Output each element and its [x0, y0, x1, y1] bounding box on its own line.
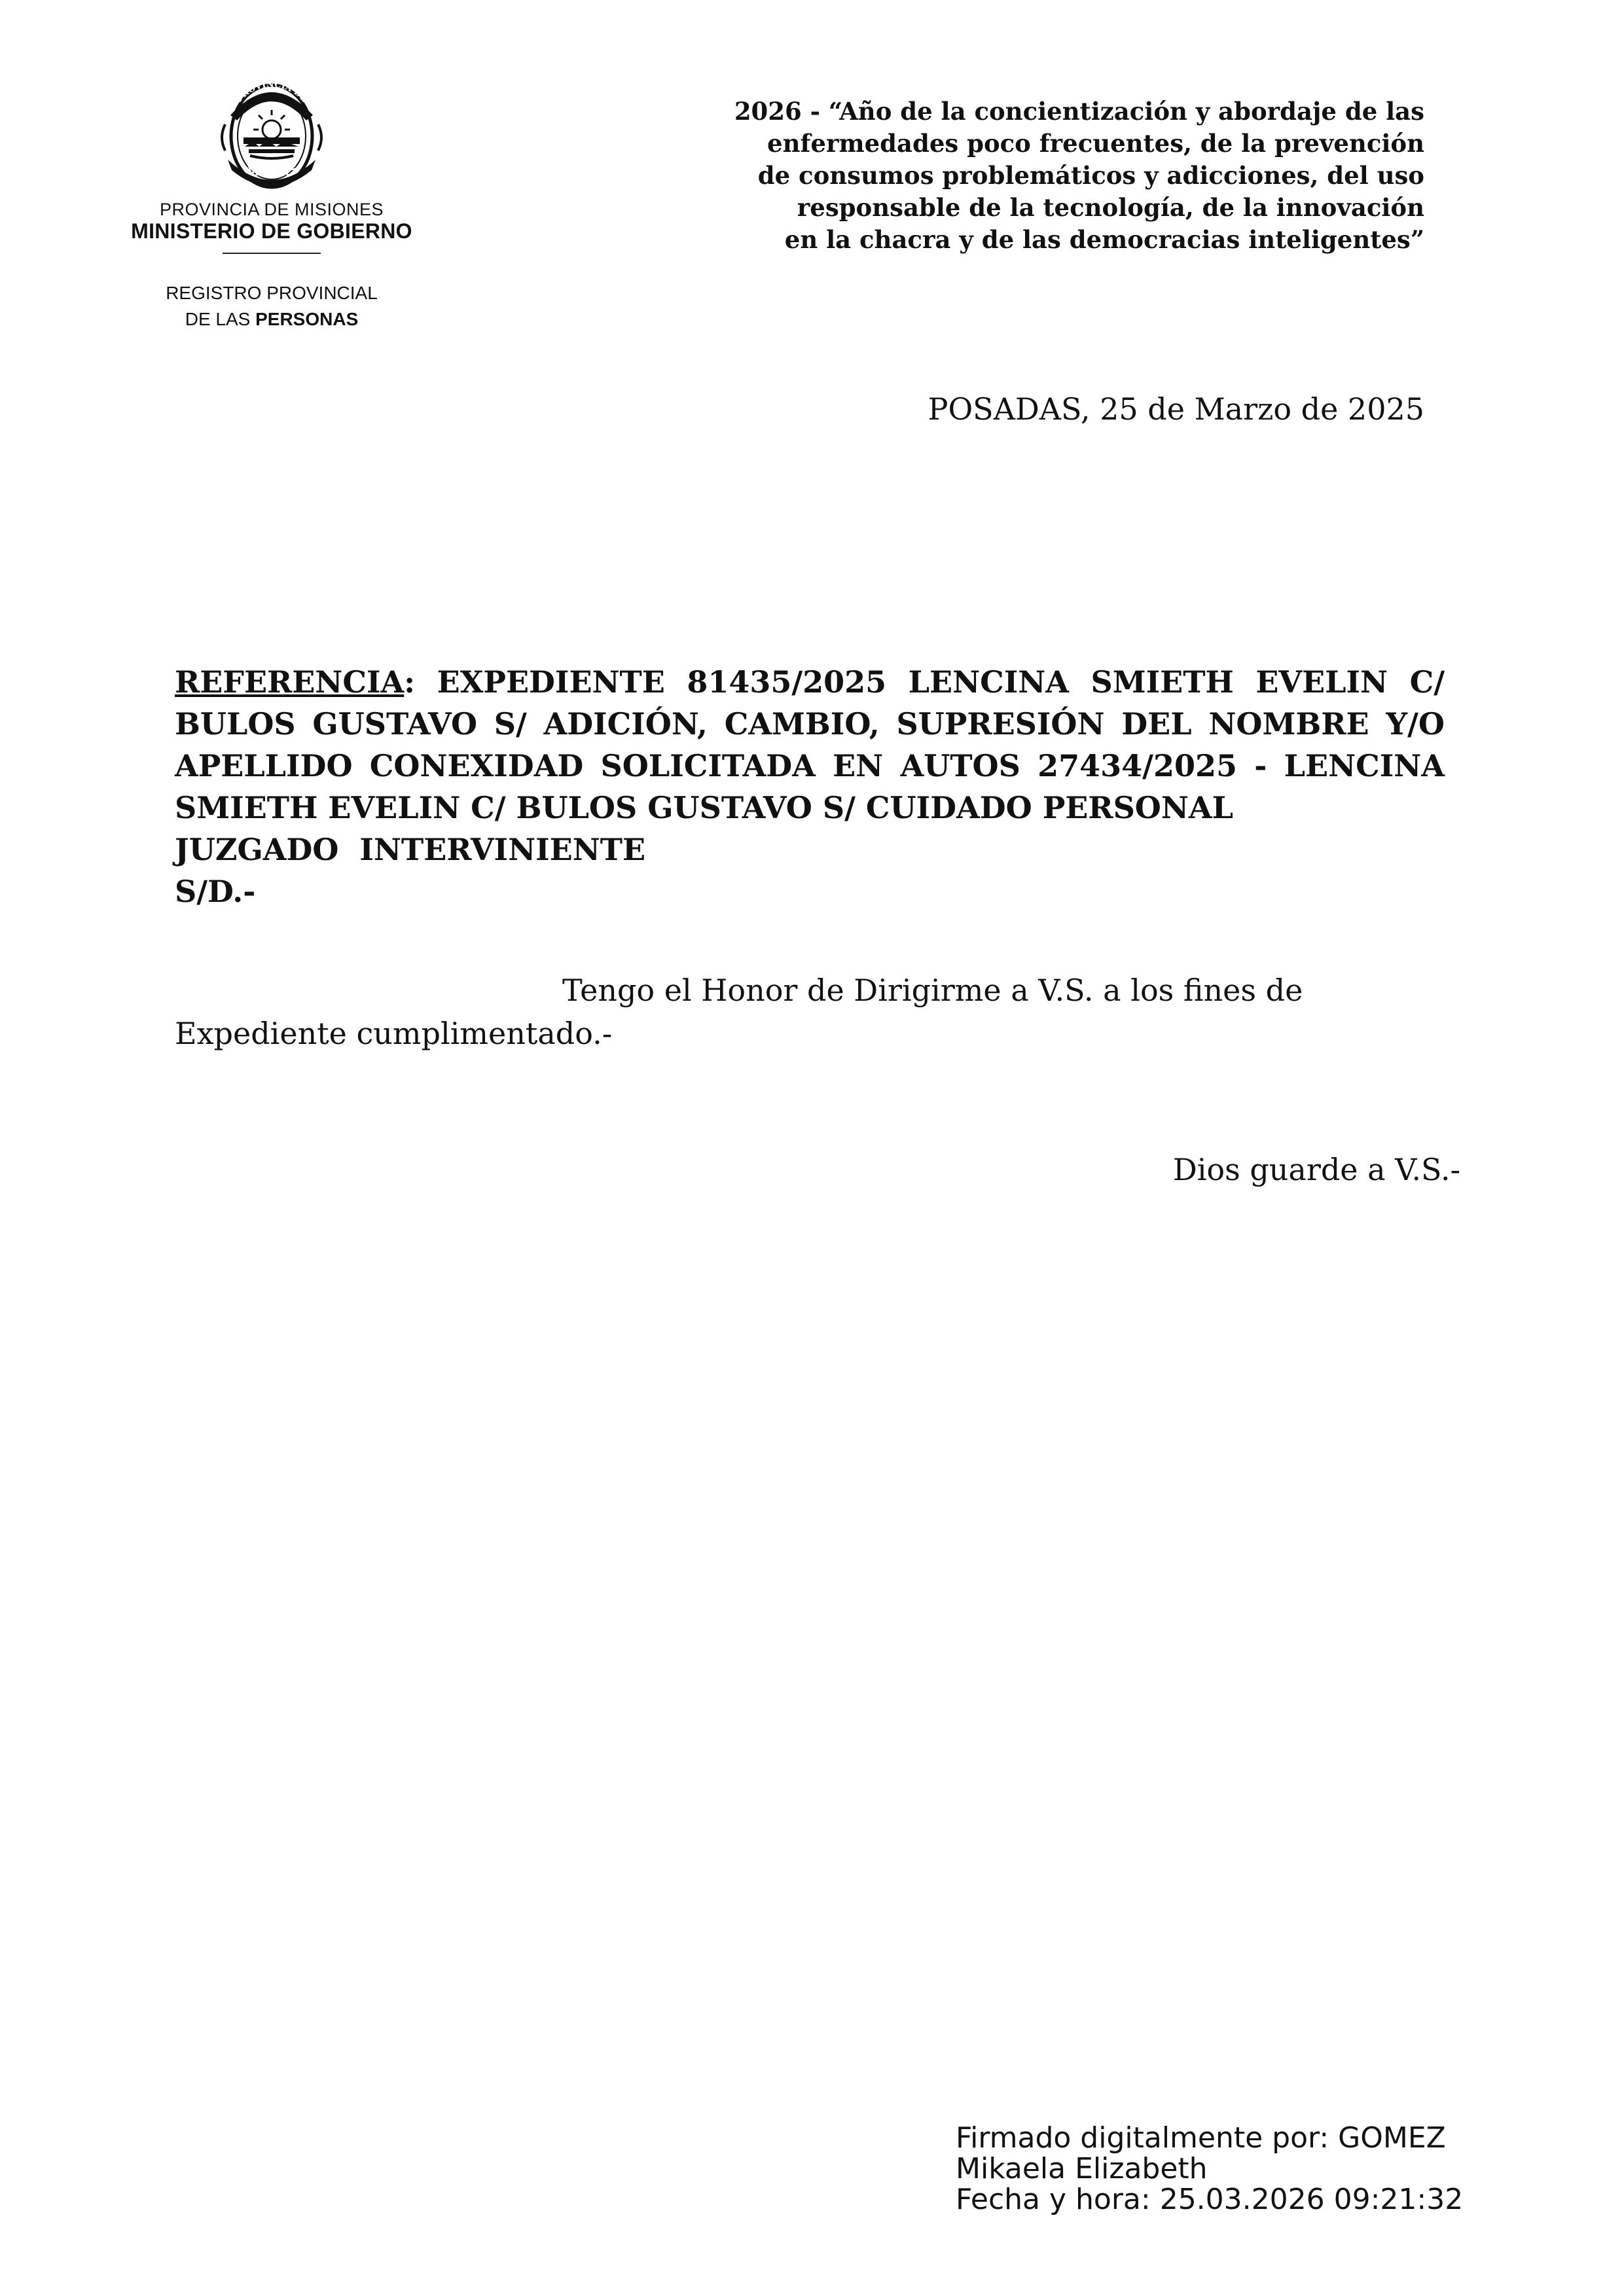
body-paragraph [175, 969, 1353, 1055]
closing-salutation: Dios guarde a V.S.- [1172, 1152, 1460, 1187]
digital-signature [956, 2123, 1463, 2215]
year-motto [639, 96, 1424, 256]
motto-line: 2026 - “Año de la concientización y abordaje de las [734, 97, 1424, 126]
province-seal-logo [216, 72, 327, 196]
province-name: PROVINCIA DE MISIONES [159, 200, 384, 219]
ministry-name: MINISTERIO DE GOBIERNO [131, 219, 412, 243]
reference-block [175, 661, 1445, 912]
registry-name-bold: PERSONAS [255, 309, 359, 329]
reference-line-1 [175, 661, 1445, 703]
reference-line-4: SMIETH EVELIN C/ BULOS GUSTAVO S/ CUIDADO PERSONAL [175, 790, 1233, 825]
sd-line: S/D.- [175, 874, 256, 909]
motto-line: de consumos problemáticos y adicciones, del uso [757, 161, 1424, 190]
body-line-1: Tengo el Honor de Dirigirme a V.S. a los fines de [562, 973, 1303, 1008]
recipient: JUZGADO INTERVINIENTE [175, 832, 646, 867]
body-line-2: Expediente cumplimentado.- [175, 1016, 613, 1051]
reference-line-3: APELLIDO CONEXIDAD SOLICITADA EN AUTOS 27434/2025 - LENCINA [175, 748, 1445, 783]
header-divider [223, 253, 321, 254]
signature-name-line: Mikaela Elizabeth [956, 2152, 1208, 2185]
reference-label: REFERENCIA [175, 664, 405, 700]
seal-top-text: PROVINCIA DE [234, 79, 310, 105]
registry-name-prefix: DE LAS [185, 309, 256, 329]
registry-name-line1: REGISTRO PROVINCIAL [166, 283, 378, 303]
reference-line-2: BULOS GUSTAVO S/ ADICIÓN, CAMBIO, SUPRESIÓN DEL NOMBRE Y/O [175, 706, 1445, 742]
seal-bottom-text: MISIONES [244, 164, 300, 181]
reference-line-1-text: : EXPEDIENTE 81435/2025 LENCINA SMIETH EVELIN C/ [404, 664, 1445, 700]
motto-line: en la chacra y de las democracias inteligentes” [784, 225, 1424, 254]
motto-line: responsable de la tecnología, de la innovación [797, 193, 1424, 222]
document-date: POSADAS, 25 de Marzo de 2025 [928, 391, 1424, 427]
motto-line: enfermedades poco frecuentes, de la prevención [767, 129, 1424, 158]
signature-signer-line: Firmado digitalmente por: GOMEZ [956, 2121, 1446, 2155]
signature-datetime-line: Fecha y hora: 25.03.2026 09:21:32 [956, 2183, 1464, 2216]
registry-name-line2 [105, 309, 439, 330]
